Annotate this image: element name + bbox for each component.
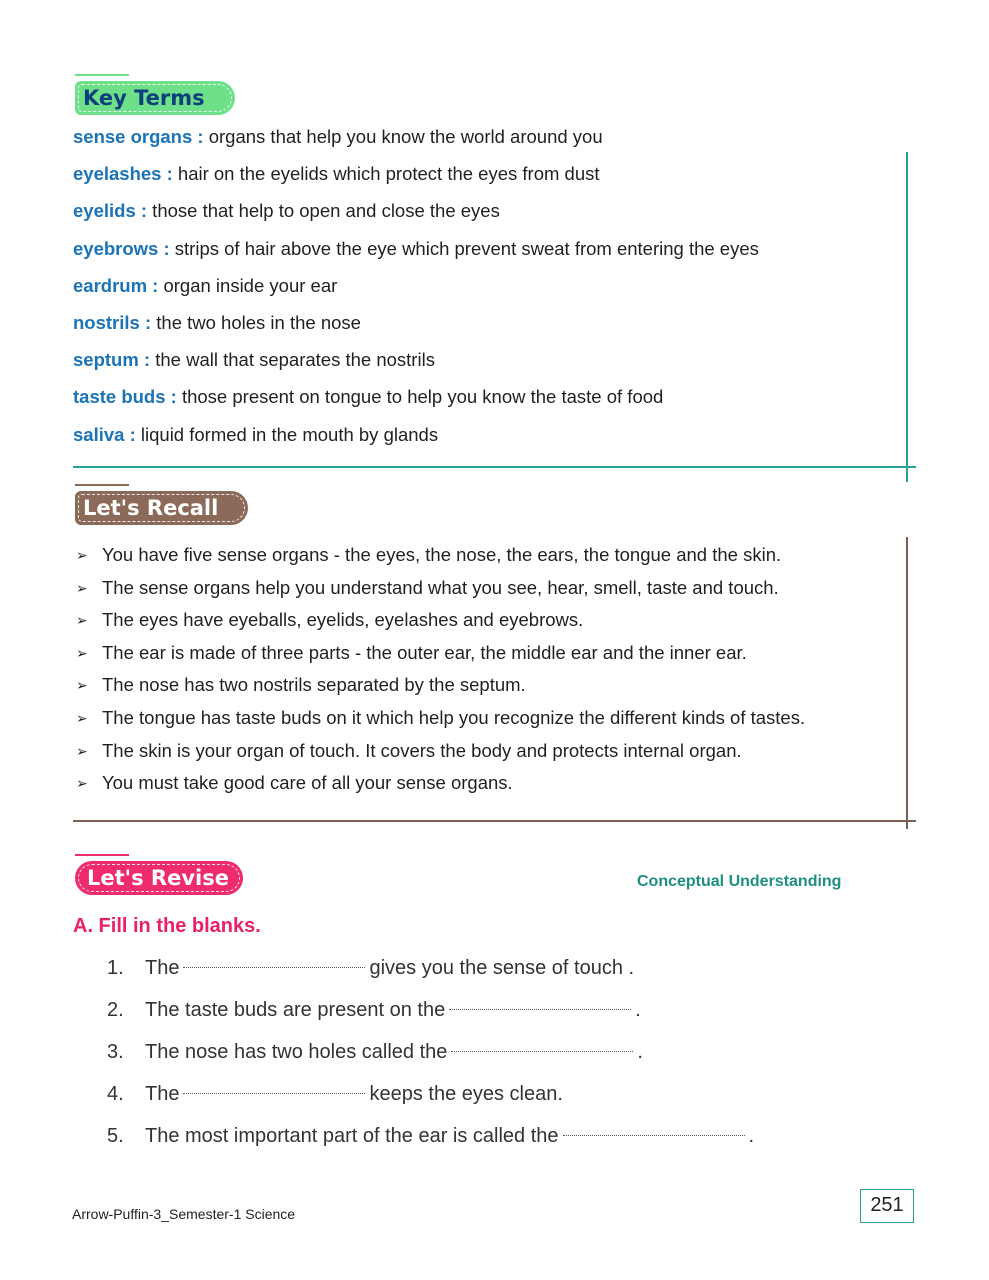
- arrow-bullet-icon: ➢: [76, 547, 88, 563]
- recall-item: [76, 735, 906, 768]
- page-number: 251: [860, 1189, 914, 1223]
- fill-in-blanks-list: [107, 951, 754, 1161]
- key-term-definition: hair on the eyelids which protect the eyes from dust: [172, 163, 600, 185]
- key-term-item: [73, 194, 903, 231]
- recall-item: [76, 767, 906, 800]
- key-term-item: [73, 306, 903, 343]
- key-terms-border-horizontal: [73, 466, 916, 468]
- key-term-item: [73, 120, 903, 157]
- key-term-item: [73, 269, 903, 306]
- blank-line: [183, 947, 365, 968]
- recall-border-vertical: [906, 537, 908, 829]
- key-term: septum :: [73, 349, 151, 371]
- key-term-definition: organs that help you know the world around you: [203, 126, 603, 147]
- question-text-before: The nose has two holes called the: [145, 1041, 448, 1063]
- recall-item: [76, 572, 906, 605]
- question-number: 4.: [107, 1083, 124, 1105]
- arrow-bullet-icon: ➢: [76, 709, 88, 726]
- key-term: saliva :: [73, 423, 136, 445]
- key-term-item: [73, 232, 903, 269]
- question-text-after: gives you the sense of touch .: [369, 957, 635, 979]
- recall-item: [76, 702, 906, 735]
- key-term: taste buds :: [73, 386, 177, 408]
- recall-item-text: You must take good care of all your sense organs.: [102, 772, 513, 794]
- revise-heading: Let's Revise: [75, 861, 243, 895]
- recall-item-text: The eyes have eyeballs, eyelids, eyelashes and eyebrows.: [102, 609, 584, 631]
- recall-item-text: The tongue has taste buds on it which help you recognize the different kinds of tastes.: [102, 706, 806, 728]
- question-item: [107, 951, 754, 993]
- key-term-item: [73, 380, 903, 417]
- fill-in-blanks-heading: A. Fill in the blanks.: [73, 915, 261, 937]
- arrow-bullet-icon: ➢: [76, 579, 88, 596]
- question-number: 5.: [107, 1125, 124, 1147]
- key-term-definition: strips of hair above the eye which prevent sweat from entering the eyes: [169, 237, 759, 259]
- question-text-before: The: [145, 1083, 180, 1105]
- key-term: eyelashes :: [73, 163, 173, 185]
- question-text-before: The taste buds are present on the: [145, 999, 446, 1021]
- question-text-after: .: [637, 1041, 643, 1063]
- key-term: eardrum :: [73, 274, 159, 296]
- recall-accent-rule: [75, 484, 129, 486]
- key-term-definition: the wall that separates the nostrils: [150, 349, 435, 371]
- key-terms-border-vertical: [906, 152, 908, 482]
- recall-item-text: The ear is made of three parts - the outer ear, the middle ear and the inner ear.: [102, 641, 747, 663]
- blank-line: [449, 989, 631, 1010]
- key-term-definition: liquid formed in the mouth by glands: [135, 423, 439, 445]
- question-text-before: The most important part of the ear is called the: [145, 1125, 559, 1147]
- question-number: 1.: [107, 957, 124, 979]
- recall-item: [76, 539, 906, 572]
- question-text-after: .: [748, 1125, 755, 1147]
- question-item: [107, 1077, 754, 1119]
- question-item: [107, 993, 754, 1035]
- arrow-bullet-icon: ➢: [76, 644, 88, 661]
- recall-list: [76, 539, 906, 800]
- recall-item: [76, 669, 906, 702]
- blank-line: [563, 1115, 745, 1136]
- arrow-bullet-icon: ➢: [76, 612, 88, 629]
- recall-heading: Let's Recall: [75, 491, 248, 525]
- key-term: eyebrows :: [73, 237, 170, 259]
- key-term: sense organs :: [73, 126, 204, 147]
- key-term-definition: the two holes in the nose: [151, 311, 361, 333]
- question-item: [107, 1035, 754, 1077]
- key-terms-heading: Key Terms: [75, 81, 235, 115]
- question-item: [107, 1119, 754, 1161]
- key-terms-accent-rule: [75, 74, 129, 76]
- question-number: 2.: [107, 999, 124, 1021]
- recall-item: [76, 604, 906, 637]
- key-term-item: [73, 343, 903, 380]
- question-text-after: keeps the eyes clean.: [369, 1083, 563, 1105]
- key-term-definition: organ inside your ear: [158, 274, 338, 296]
- recall-item-text: You have five sense organs - the eyes, the nose, the ears, the tongue and the skin.: [102, 544, 782, 565]
- key-term-definition: those present on tongue to help you know the taste of food: [176, 386, 664, 408]
- revise-accent-rule: [75, 854, 129, 856]
- recall-item-text: The skin is your organ of touch. It covers the body and protects internal organ.: [102, 739, 742, 761]
- recall-item-text: The sense organs help you understand what you see, hear, smell, taste and touch.: [102, 576, 779, 598]
- key-term: nostrils :: [73, 311, 152, 333]
- arrow-bullet-icon: ➢: [76, 775, 88, 792]
- book-title-footer: Arrow-Puffin-3_Semester-1 Science: [72, 1206, 296, 1222]
- key-term-item: [73, 418, 903, 455]
- conceptual-understanding-tag: Conceptual Understanding: [637, 873, 842, 890]
- recall-item: [76, 637, 906, 670]
- recall-border-horizontal: [73, 820, 916, 822]
- blank-line: [183, 1073, 365, 1094]
- key-term-item: [73, 157, 903, 194]
- key-terms-list: [73, 120, 903, 455]
- arrow-bullet-icon: ➢: [76, 742, 88, 759]
- question-number: 3.: [107, 1041, 124, 1063]
- recall-item-text: The nose has two nostrils separated by the septum.: [102, 674, 526, 696]
- key-term-definition: those that help to open and close the eyes: [147, 200, 500, 222]
- key-term: eyelids :: [73, 200, 148, 222]
- question-text-before: The: [145, 957, 180, 979]
- question-text-after: .: [635, 999, 641, 1021]
- arrow-bullet-icon: ➢: [76, 677, 88, 694]
- blank-line: [451, 1031, 633, 1052]
